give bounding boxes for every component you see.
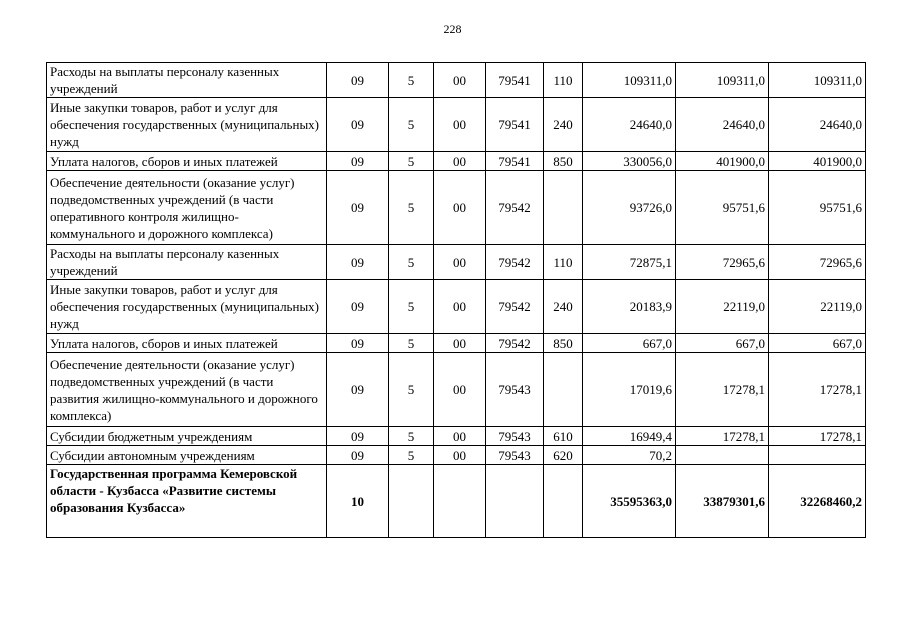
amount-year-3: 22119,0 bbox=[769, 280, 866, 334]
amount-year-1: 35595363,0 bbox=[583, 465, 676, 538]
amount-year-2: 72965,6 bbox=[676, 245, 769, 280]
subprogram-code: 00 bbox=[434, 334, 486, 353]
amount-year-2 bbox=[676, 446, 769, 465]
row-name: Расходы на выплаты персоналу казенных учреждений bbox=[47, 63, 327, 98]
amount-year-3 bbox=[769, 446, 866, 465]
subprogram-code: 00 bbox=[434, 427, 486, 446]
expense-type-code: 620 bbox=[544, 446, 583, 465]
budget-table bbox=[46, 62, 866, 538]
amount-year-1: 17019,6 bbox=[583, 353, 676, 427]
subprogram-code: 00 bbox=[434, 446, 486, 465]
expense-type-code bbox=[544, 171, 583, 245]
amount-year-1: 667,0 bbox=[583, 334, 676, 353]
section-code: 09 bbox=[327, 245, 389, 280]
direction-code: 79541 bbox=[486, 152, 544, 171]
subprogram-code: 00 bbox=[434, 63, 486, 98]
amount-year-2: 95751,6 bbox=[676, 171, 769, 245]
row-name: Субсидии бюджетным учреждениям bbox=[47, 427, 327, 446]
direction-code bbox=[486, 465, 544, 538]
amount-year-2: 24640,0 bbox=[676, 98, 769, 152]
row-name: Расходы на выплаты персоналу казенных учреждений bbox=[47, 245, 327, 280]
expense-type-code: 110 bbox=[544, 63, 583, 98]
amount-year-2: 401900,0 bbox=[676, 152, 769, 171]
amount-year-2: 22119,0 bbox=[676, 280, 769, 334]
program-code: 5 bbox=[389, 245, 434, 280]
program-code: 5 bbox=[389, 98, 434, 152]
direction-code: 79543 bbox=[486, 353, 544, 427]
program-code: 5 bbox=[389, 353, 434, 427]
amount-year-1: 16949,4 bbox=[583, 427, 676, 446]
section-code: 09 bbox=[327, 280, 389, 334]
program-code bbox=[389, 465, 434, 538]
table-row bbox=[47, 63, 866, 98]
amount-year-1: 330056,0 bbox=[583, 152, 676, 171]
row-name: Уплата налогов, сборов и иных платежей bbox=[47, 334, 327, 353]
amount-year-3: 17278,1 bbox=[769, 427, 866, 446]
direction-code: 79541 bbox=[486, 63, 544, 98]
expense-type-code: 610 bbox=[544, 427, 583, 446]
direction-code: 79543 bbox=[486, 427, 544, 446]
table-row bbox=[47, 98, 866, 152]
amount-year-3: 24640,0 bbox=[769, 98, 866, 152]
expense-type-code bbox=[544, 353, 583, 427]
subprogram-code: 00 bbox=[434, 152, 486, 171]
program-code: 5 bbox=[389, 152, 434, 171]
amount-year-1: 72875,1 bbox=[583, 245, 676, 280]
expense-type-code: 850 bbox=[544, 152, 583, 171]
section-code: 09 bbox=[327, 63, 389, 98]
direction-code: 79541 bbox=[486, 98, 544, 152]
row-name: Обеспечение деятельности (оказание услуг) подведомственных учреждений (в части развития жилищно-коммунального и дорожного комплекса) bbox=[47, 353, 327, 427]
amount-year-3: 109311,0 bbox=[769, 63, 866, 98]
program-code: 5 bbox=[389, 427, 434, 446]
amount-year-2: 17278,1 bbox=[676, 353, 769, 427]
amount-year-1: 70,2 bbox=[583, 446, 676, 465]
section-code: 09 bbox=[327, 98, 389, 152]
section-code: 09 bbox=[327, 353, 389, 427]
expense-type-code: 240 bbox=[544, 98, 583, 152]
program-code: 5 bbox=[389, 446, 434, 465]
amount-year-2: 17278,1 bbox=[676, 427, 769, 446]
subprogram-code: 00 bbox=[434, 98, 486, 152]
section-code: 10 bbox=[327, 465, 389, 538]
direction-code: 79542 bbox=[486, 280, 544, 334]
section-code: 09 bbox=[327, 152, 389, 171]
table-row bbox=[47, 465, 866, 538]
table-row bbox=[47, 334, 866, 353]
amount-year-3: 17278,1 bbox=[769, 353, 866, 427]
row-name: Уплата налогов, сборов и иных платежей bbox=[47, 152, 327, 171]
row-name: Государственная программа Кемеровской области - Кузбасса «Развитие системы образования Кузбасса» bbox=[47, 465, 327, 538]
amount-year-3: 32268460,2 bbox=[769, 465, 866, 538]
direction-code: 79542 bbox=[486, 245, 544, 280]
section-code: 09 bbox=[327, 171, 389, 245]
section-code: 09 bbox=[327, 427, 389, 446]
table-row bbox=[47, 446, 866, 465]
amount-year-1: 109311,0 bbox=[583, 63, 676, 98]
subprogram-code: 00 bbox=[434, 280, 486, 334]
program-code: 5 bbox=[389, 171, 434, 245]
table-row bbox=[47, 353, 866, 427]
amount-year-3: 72965,6 bbox=[769, 245, 866, 280]
program-code: 5 bbox=[389, 280, 434, 334]
program-code: 5 bbox=[389, 63, 434, 98]
expense-type-code: 240 bbox=[544, 280, 583, 334]
subprogram-code bbox=[434, 465, 486, 538]
subprogram-code: 00 bbox=[434, 245, 486, 280]
subprogram-code: 00 bbox=[434, 353, 486, 427]
amount-year-2: 33879301,6 bbox=[676, 465, 769, 538]
program-code: 5 bbox=[389, 334, 434, 353]
amount-year-1: 24640,0 bbox=[583, 98, 676, 152]
amount-year-2: 109311,0 bbox=[676, 63, 769, 98]
table-row bbox=[47, 280, 866, 334]
row-name: Обеспечение деятельности (оказание услуг) подведомственных учреждений (в части оперативного контроля жилищно-коммунального и дорожного комплекса) bbox=[47, 171, 327, 245]
expense-type-code: 110 bbox=[544, 245, 583, 280]
expense-type-code: 850 bbox=[544, 334, 583, 353]
amount-year-2: 667,0 bbox=[676, 334, 769, 353]
table-row bbox=[47, 427, 866, 446]
amount-year-3: 401900,0 bbox=[769, 152, 866, 171]
page-number: 228 bbox=[443, 22, 462, 36]
row-name: Иные закупки товаров, работ и услуг для обеспечения государственных (муниципальных) нужд bbox=[47, 280, 327, 334]
direction-code: 79543 bbox=[486, 446, 544, 465]
subprogram-code: 00 bbox=[434, 171, 486, 245]
row-name: Иные закупки товаров, работ и услуг для обеспечения государственных (муниципальных) нужд bbox=[47, 98, 327, 152]
table-row bbox=[47, 245, 866, 280]
direction-code: 79542 bbox=[486, 171, 544, 245]
direction-code: 79542 bbox=[486, 334, 544, 353]
section-code: 09 bbox=[327, 446, 389, 465]
table-row bbox=[47, 171, 866, 245]
table-row bbox=[47, 152, 866, 171]
amount-year-1: 20183,9 bbox=[583, 280, 676, 334]
row-name: Субсидии автономным учреждениям bbox=[47, 446, 327, 465]
amount-year-3: 667,0 bbox=[769, 334, 866, 353]
amount-year-1: 93726,0 bbox=[583, 171, 676, 245]
amount-year-3: 95751,6 bbox=[769, 171, 866, 245]
section-code: 09 bbox=[327, 334, 389, 353]
expense-type-code bbox=[544, 465, 583, 538]
